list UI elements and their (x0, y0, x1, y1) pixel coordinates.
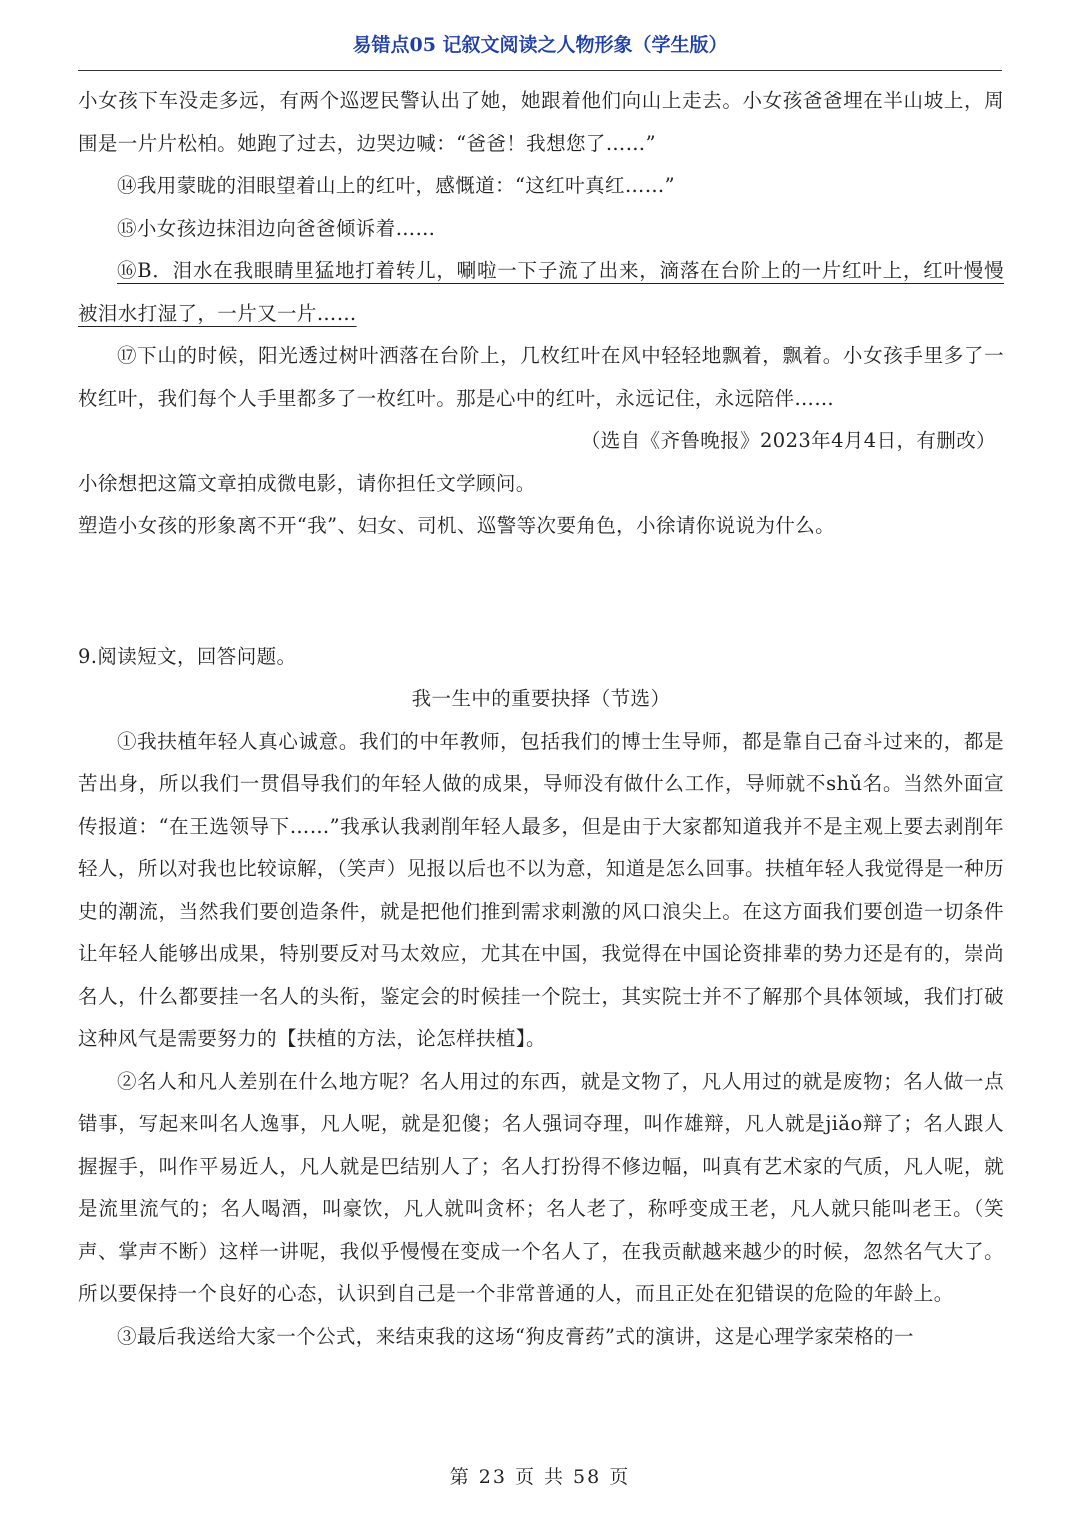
question-8-prompt: 塑造小女孩的形象离不开“我”、妇女、司机、巡警等次要角色，小徐请你说说为什么。 (78, 514, 836, 537)
underlined-sentence-b: ⑯B．泪水在我眼睛里猛地打着转儿，唰啦一下子流了出来，滴落在台阶上的一片红叶上，红叶慢慢被泪水打湿了，一片又一片…… (78, 259, 1004, 325)
question-8-context: 小徐想把这篇文章拍成微电影，请你担任文学顾问。 (78, 471, 536, 495)
story-paragraph-16 (78, 250, 1004, 335)
article-title: 我一生中的重要抉择（节选） (411, 687, 671, 710)
header-divider (78, 70, 1002, 71)
answer-space (78, 548, 1004, 636)
story-paragraph-intro: 小女孩下车没走多远，有两个巡逻民警认出了她，她跟着他们向山上走去。小女孩爸爸埋在半山坡上，周围是一片片松柏。她跑了过去，边哭边喊：“爸爸！我想您了……” (78, 89, 1004, 155)
question-9-prompt: 9.阅读短文，回答问题。 (78, 644, 297, 668)
story-paragraph-17: ⑰下山的时候，阳光透过树叶洒落在台阶上，几枚红叶在风中轻轻地飘着，飘着。小女孩手里多了一枚红叶，我们每个人手里都多了一枚红叶。那是心中的红叶，永远记住，永远陪伴…… (78, 344, 1004, 410)
story-paragraph-14: ⑭我用蒙眬的泪眼望着山上的红叶，感慨道：“这红叶真红……” (117, 174, 676, 197)
article-paragraph-2: ②名人和凡人差别在什么地方呢？名人用过的东西，就是文物了，凡人用过的就是废物；名人做一点错事，写起来叫名人逸事，凡人呢，就是犯傻；名人强词夺理，叫作雄辩，凡人就是jiǎo辩了；名人跟人握握手，叫作平易近人，凡人就是巴结别人了；名人打扮得不修边幅，叫真有艺术家的气质，凡人呢，就是流里流气的；名人喝酒，叫豪饮，凡人就叫贪杯；名人老了，称呼变成王老，凡人就只能叫老王。（笑声、掌声不断）这样一讲呢，我似乎慢慢在变成一个名人了，在我贡献越来越少的时候，忽然名气大了。所以要保持一个良好的心态，认识到自己是一个非常普通的人，而且正处在犯错误的危险的年龄上。 (78, 1069, 1004, 1305)
article-paragraph-3: ③最后我送给大家一个公式，来结束我的这场“狗皮膏药”式的演讲，这是心理学家荣格的一 (117, 1324, 914, 1348)
story-source-citation: （选自《齐鲁晚报》2023年4月4日，有删改） (580, 429, 996, 452)
page-header-title: 易错点05 记叙文阅读之人物形象（学生版） (352, 34, 728, 56)
story-paragraph-15: ⑮小女孩边抹泪边向爸爸倾诉着…… (117, 216, 436, 240)
page-number-footer: 第 23 页 共 58 页 (449, 1466, 631, 1488)
article-paragraph-1: ①我扶植年轻人真心诚意。我们的中年教师，包括我们的博士生导师，都是靠自己奋斗过来的，都是苦出身，所以我们一贯倡导我们的年轻人做的成果，导师没有做什么工作，导师就不shǔ名。当然外面宣传报道：“在王选领导下……”我承认我剥削年轻人最多，但是由于大家都知道我并不是主观上要去剥削年轻人，所以对我也比较谅解，（笑声）见报以后也不以为意，知道是怎么回事。扶植年轻人我觉得是一种历史的潮流，当然我们要创造条件，就是把他们推到需求刺激的风口浪尖上。在这方面我们要创造一切条件让年轻人能够出成果，特别要反对马太效应，尤其在中国，我觉得在中国论资排辈的势力还是有的，崇尚名人，什么都要挂一名人的头衔，鉴定会的时候挂一个院士，其实院士并不了解那个具体领域，我们打破这种风气是需要努力的【扶植的方法，论怎样扶植】。 (78, 729, 1004, 1050)
page-content (78, 80, 1004, 1358)
